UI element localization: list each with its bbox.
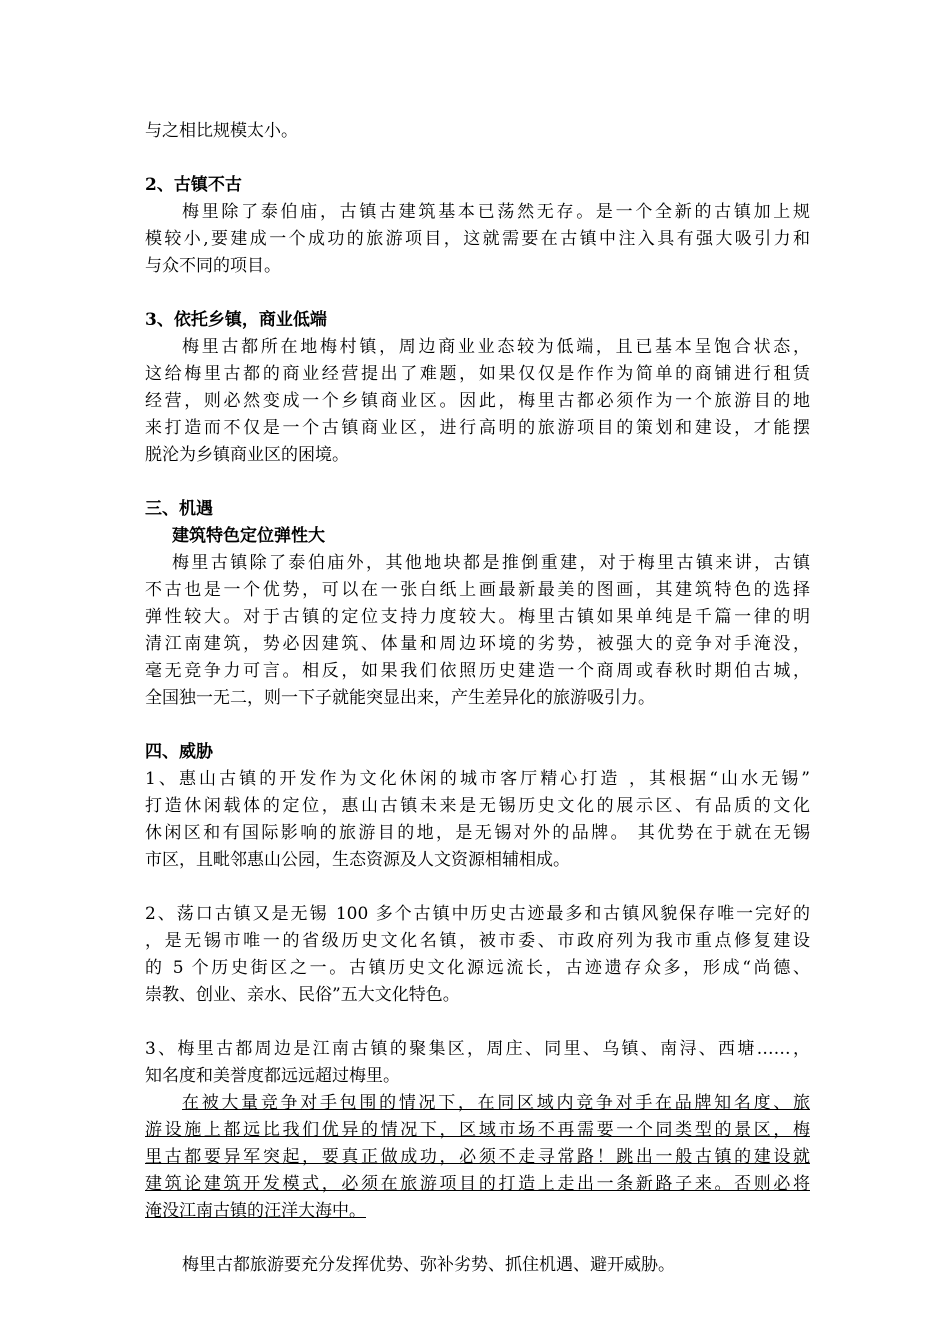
paragraph-line: 这给梅里古都的商业经营提出了难题，如果仅仅是作作为简单的商铺进行租赁	[145, 364, 810, 384]
paragraph-line: ，是无锡市唯一的省级历史文化名镇，被市委、市政府列为我市重点修复建设	[145, 931, 810, 951]
paragraph-line: 休闲区和有国际影响的旅游目的地，是无锡对外的品牌。 其优势在于就在无锡	[145, 823, 810, 843]
paragraph-line: 的 5 个历史街区之一。古镇历史文化源远流长，古迹遗存众多，形成“尚德、	[145, 958, 810, 978]
paragraph-line: 经营，则必然变成一个乡镇商业区。因此，梅里古都必须作为一个旅游目的地	[145, 391, 810, 411]
section-heading: 三、机遇	[145, 499, 213, 519]
paragraph-line	[145, 1198, 810, 1225]
underlined-line: 里古都要异军突起，要真正做成功，必须不走寻常路！跳出一般古镇的建设就	[145, 1147, 810, 1167]
paragraph-line: 不古也是一个优势，可以在一张白纸上画最新最美的图画，其建筑特色的选择	[145, 580, 810, 600]
paragraph-line: 毫无竞争力可言。相反，如果我们依照历史建造一个商周或春秋时期伯古城，	[145, 661, 810, 681]
paragraph-gap	[145, 712, 810, 739]
paragraph-gap	[145, 1225, 810, 1252]
underlined-line: 建筑论建筑开发模式，必须在旅游项目的打造上走出一条新路子来。否则必将	[145, 1174, 810, 1194]
paragraph-line: 模较小,要建成一个成功的旅游项目，这就需要在古镇中注入具有强大吸引力和	[145, 229, 810, 249]
paragraph-gap	[145, 145, 810, 172]
underlined-line: 游设施上都远比我们优异的情况下，区域市场不再需要一个同类型的景区，梅	[145, 1120, 810, 1140]
paragraph-gap	[145, 874, 810, 901]
paragraph-line: 梅里除了泰伯庙，古镇古建筑基本已荡然无存。是一个全新的古镇加上规	[182, 202, 810, 222]
paragraph-gap	[145, 280, 810, 307]
paragraph-line: 与众不同的项目。	[145, 256, 281, 276]
paragraph-line: 打造休闲载体的定位，惠山古镇未来是无锡历史文化的展示区、有品质的文化	[145, 796, 810, 816]
paragraph-line: 脱沦为乡镇商业区的困境。	[145, 445, 349, 465]
paragraph-line: 全国独一无二，则一下子就能突显出来，产生差异化的旅游吸引力。	[145, 688, 655, 708]
paragraph-line: 梅里古都所在地梅村镇，周边商业业态较为低端，且已基本呈饱合状态，	[182, 337, 810, 357]
conclusion-line: 梅里古都旅游要充分发挥优势、弥补劣势、抓住机遇、避开威胁。	[182, 1255, 675, 1275]
paragraph-line: 来打造而不仅是一个古镇商业区，进行高明的旅游项目的策划和建设，才能摆	[145, 418, 810, 438]
document-page	[145, 118, 810, 1279]
underlined-text: 淹没江南古镇的汪洋大海中。	[145, 1201, 366, 1221]
section-heading: 四、威胁	[145, 742, 213, 762]
paragraph-line: 梅里古镇除了泰伯庙外，其他地块都是推倒重建，对于梅里古镇来讲，古镇	[172, 553, 810, 573]
paragraph-line: 弹性较大。对于古镇的定位支持力度较大。梅里古镇如果单纯是千篇一律的明	[145, 607, 810, 627]
paragraph-line: 市区，且毗邻惠山公园，生态资源及人文资源相辅相成。	[145, 850, 570, 870]
paragraph-gap	[145, 1009, 810, 1036]
paragraph-line: 与之相比规模太小。	[145, 121, 298, 141]
paragraph-line: 1、惠山古镇的开发作为文化休闲的城市客厅精心打造 ，其根据“山水无锡”	[145, 769, 810, 789]
underlined-line: 在被大量竞争对手包围的情况下，在同区域内竞争对手在品牌知名度、旅	[182, 1093, 810, 1113]
paragraph-line: 清江南建筑，势必因建筑、体量和周边环境的劣势，被强大的竞争对手淹没，	[145, 634, 810, 654]
section-heading: 3、依托乡镇，商业低端	[145, 310, 327, 330]
paragraph-line: 2、荡口古镇又是无锡 100 多个古镇中历史古迹最多和古镇风貌保存唯一完好的	[145, 904, 810, 924]
paragraph-gap	[145, 469, 810, 496]
paragraph-line: 3、梅里古都周边是江南古镇的聚集区，周庄、同里、乌镇、南浔、西塘……，	[145, 1039, 810, 1059]
section-subheading: 建筑特色定位弹性大	[172, 526, 325, 546]
paragraph-line: 崇教、创业、亲水、民俗”五大文化特色。	[145, 985, 460, 1005]
paragraph-line: 知名度和美誉度都远远超过梅里。	[145, 1066, 400, 1086]
section-heading: 2、古镇不古	[145, 175, 242, 195]
